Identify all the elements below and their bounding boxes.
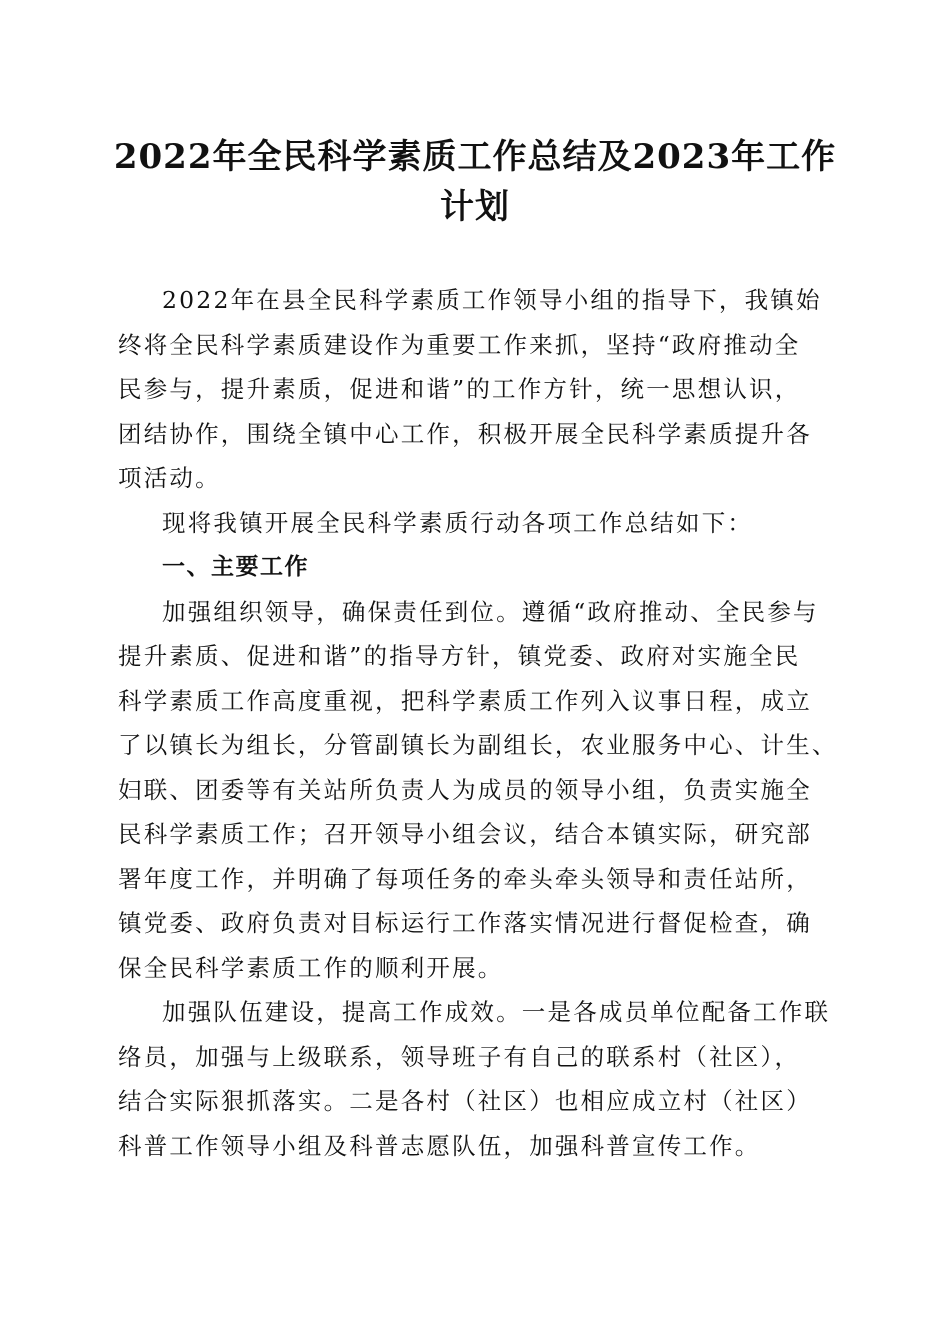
text-line: 项活动。 — [118, 464, 221, 492]
text-line: 科普工作领导小组及科普志愿队伍，加强科普宣传工作。 — [118, 1131, 761, 1160]
section-heading-main-work — [118, 545, 838, 590]
text-line: 镇党委、政府负责对目标运行工作落实情况进行督促检查，确 — [118, 909, 812, 937]
paragraph-team-building — [118, 990, 838, 1168]
text-line: 科学素质工作高度重视，把科学素质工作列入议事日程，成立 — [118, 686, 812, 715]
text-line: 团结协作，围绕全镇中心工作，积极开展全民科学素质提升各 — [118, 419, 812, 448]
text-line: 加强队伍建设，提高工作成效。一是各成员单位配备工作联 — [162, 998, 831, 1026]
section-heading: 一、主要工作 — [162, 554, 309, 580]
text-line: 络员，加强与上级联系，领导班子有自己的联系村（社区）， — [118, 1042, 801, 1071]
text-line: 提升素质、促进和谐”的指导方针，镇党委、政府对实施全民 — [118, 642, 801, 670]
text-line: 了以镇长为组长，分管副镇长为副组长，农业服务中心、计生、 — [118, 731, 838, 759]
paragraph-intro — [118, 278, 838, 501]
text-line: 保全民科学素质工作的顺利开展。 — [118, 953, 504, 982]
paragraph-organization — [118, 590, 838, 991]
document-body — [118, 278, 838, 1168]
text-line: 加强组织领导，确保责任到位。遵循“政府推动、全民参与 — [162, 597, 819, 626]
text-line: 民科学素质工作；召开领导小组会议，结合本镇实际，研究部 — [118, 820, 812, 848]
text-line: 终将全民科学素质建设作为重要工作来抓，坚持“政府推动全 — [118, 330, 801, 359]
text-line: 2022年在县全民科学素质工作领导小组的指导下，我镇始 — [162, 286, 822, 314]
text-line: 现将我镇开展全民科学素质行动各项工作总结如下： — [162, 508, 754, 537]
title-line-1: 2022年全民科学素质工作总结及2023年工作 — [113, 137, 837, 177]
text-line: 署年度工作，并明确了每项任务的牵头牵头领导和责任站所， — [118, 864, 812, 893]
title-line-2: 计划 — [440, 187, 510, 227]
text-line: 民参与，提升素质，促进和谐”的工作方针，统一思想认识， — [118, 375, 801, 403]
text-line: 结合实际狠抓落实。二是各村（社区）也相应成立村（社区） — [118, 1087, 812, 1115]
document-title — [100, 132, 850, 232]
paragraph-summary-lead — [118, 501, 838, 546]
text-line: 妇联、团委等有关站所负责人为成员的领导小组，负责实施全 — [118, 775, 812, 804]
